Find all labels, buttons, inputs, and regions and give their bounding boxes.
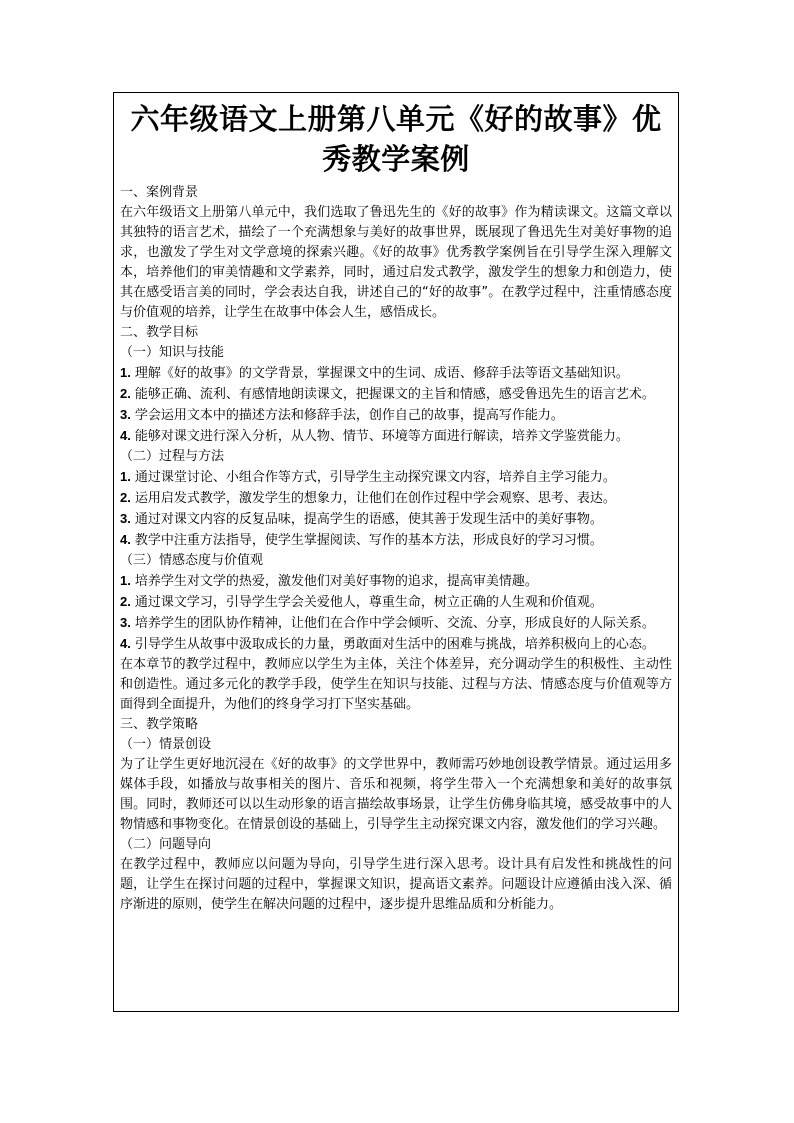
item-number: 2. (120, 386, 131, 401)
objectives-closing-paragraph: 在本章节的教学过程中，教师应以学生为主体，关注个体差异，充分调动学生的积极性、主动性和创造性。通过多元化的教学手段，使学生在知识与技能、过程与方法、情感态度与价值观等方面得到全面提升，为他们的终身学习打下坚实基础。 (120, 657, 672, 712)
list-item (120, 467, 672, 488)
item-text: 培养学生的团队协作精神，让他们在合作中学会倾听、交流、分享，形成良好的人际关系。 (134, 616, 655, 631)
background-paragraph: 在六年级语文上册第八单元中，我们选取了鲁迅先生的《好的故事》作为精读课文。这篇文章以其独特的语言艺术，描绘了一个充满想象与美好的故事世界，既展现了鲁迅先生对美好事物的追求，也激发了学生对文学意境的探索兴趣。《好的故事》优秀教学案例旨在引导学生深入理解文本，培养他们的审美情趣和文学素养，同时，通过启发式教学，激发学生的想象力和创造力，使其在感受语言美的同时，学会表达自我，讲述自己的“好的故事”。在教学过程中，注重情感态度与价值观的培养，让学生在故事中体会人生，感悟成长。 (120, 205, 672, 320)
item-text: 培养学生对文学的热爱，激发他们对美好事物的追求，提高审美情趣。 (134, 574, 538, 589)
document-frame (113, 92, 679, 1012)
item-number: 4. (120, 532, 131, 547)
subheading-knowledge-skills: （一）知识与技能 (120, 345, 225, 360)
item-text: 引导学生从故事中汲取成长的力量，勇敢面对生活中的困难与挑战，培养积极向上的心态。 (134, 637, 655, 652)
list-item (120, 530, 672, 551)
section-heading-background: 一、案例背景 (120, 185, 199, 200)
list-item (120, 384, 672, 405)
subheading-problem-oriented: （二）问题导向 (120, 837, 212, 852)
document-title: 六年级语文上册第八单元《好的故事》优秀教学案例 (130, 102, 662, 176)
item-number: 2. (120, 490, 131, 505)
item-number: 4. (120, 636, 131, 651)
item-text: 通过课文学习，引导学生学会关爱他人，尊重生命，树立正确的人生观和价值观。 (134, 595, 603, 610)
list-item (120, 426, 672, 447)
section-heading-objectives: 二、教学目标 (120, 325, 199, 340)
list-item (120, 634, 672, 655)
list-item (120, 405, 672, 426)
item-text: 能够对课文进行深入分析，从人物、情节、环境等方面进行解读，培养文学鉴赏能力。 (134, 429, 629, 444)
list-item (120, 592, 672, 613)
item-number: 1. (120, 573, 131, 588)
scenario-creation-paragraph: 为了让学生更好地沉浸在《好的故事》的文学世界中，教师需巧妙地创设教学情景。通过运用多媒体手段，如播放与故事相关的图片、音乐和视频，将学生带入一个充满想象和美好的故事氛围。同时，教师还可以以生动形象的语言描绘故事场景，让学生仿佛身临其境，感受故事中的人物情感和事物变化。在情景创设的基础上，引导学生主动探究课文内容，激发他们的学习兴趣。 (120, 757, 672, 832)
problem-oriented-paragraph: 在教学过程中，教师应以问题为导向，引导学生进行深入思考。设计具有启发性和挑战性的问题，让学生在探讨问题的过程中，掌握课文知识，提高语文素养。问题设计应遵循由浅入深、循序渐进的原则，使学生在解决问题的过程中，逐步提升思维品质和分析能力。 (120, 857, 672, 912)
item-number: 3. (120, 407, 131, 422)
item-number: 1. (120, 365, 131, 380)
item-text: 通过对课文内容的反复品味，提高学生的语感，使其善于发现生活中的美好事物。 (134, 512, 603, 527)
item-number: 3. (120, 511, 131, 526)
item-number: 2. (120, 594, 131, 609)
section-heading-strategies: 三、教学策略 (120, 717, 199, 732)
subheading-scenario-creation: （一）情景创设 (120, 737, 212, 752)
subheading-emotion-values: （三）情感态度与价值观 (120, 553, 264, 568)
list-item (120, 613, 672, 634)
subheading-process-methods: （二）过程与方法 (120, 449, 225, 464)
item-number: 1. (120, 469, 131, 484)
item-text: 理解《好的故事》的文学背景，掌握课文中的生词、成语、修辞手法等语文基础知识。 (134, 366, 629, 381)
item-text: 学会运用文本中的描述方法和修辞手法，创作自己的故事，提高写作能力。 (134, 408, 564, 423)
list-item (120, 363, 672, 384)
item-number: 4. (120, 428, 131, 443)
item-text: 运用启发式教学，激发学生的想象力，让他们在创作过程中学会观察、思考、表达。 (134, 491, 616, 506)
list-item (120, 571, 672, 592)
list-item (120, 488, 672, 509)
list-item (120, 509, 672, 530)
item-number: 3. (120, 615, 131, 630)
item-text: 通过课堂讨论、小组合作等方式，引导学生主动探究课文内容，培养自主学习能力。 (134, 470, 616, 485)
item-text: 教学中注重方法指导，使学生掌握阅读、写作的基本方法，形成良好的学习习惯。 (134, 533, 603, 548)
item-text: 能够正确、流利、有感情地朗读课文，把握课文的主旨和情感，感受鲁迅先生的语言艺术。 (134, 387, 655, 402)
